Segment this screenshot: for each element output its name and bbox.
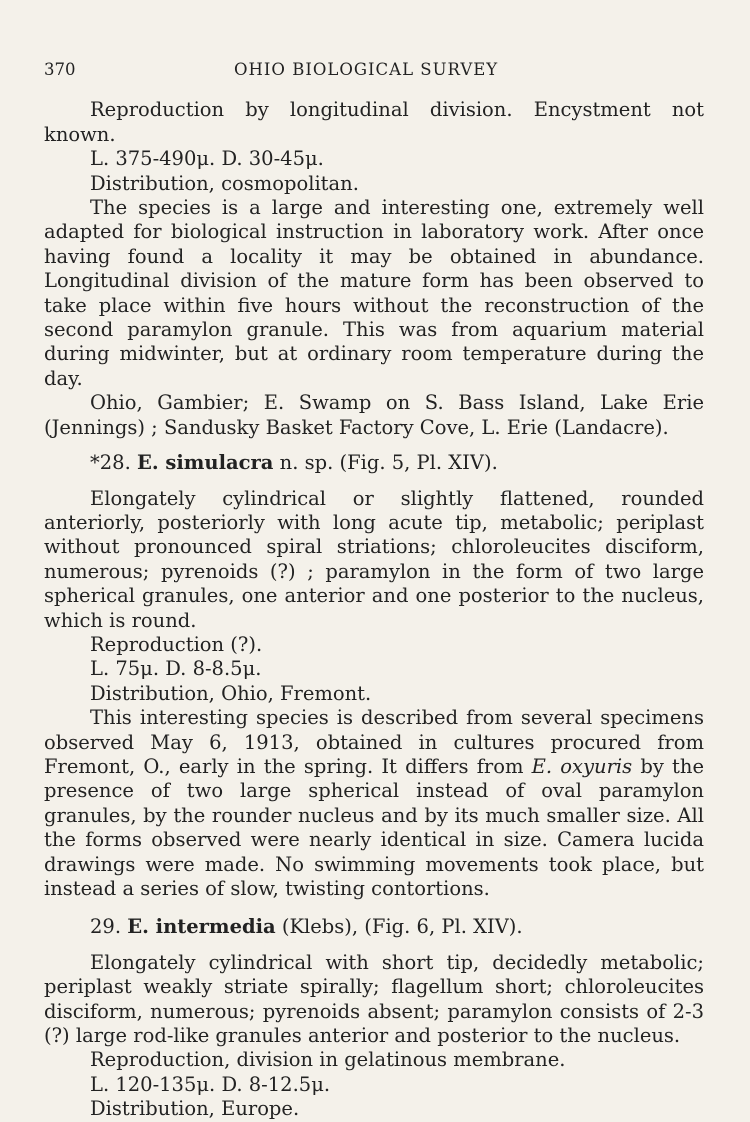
species-reference: E. oxyuris — [531, 754, 633, 778]
observations-text-a: This interesting species is described from several specimens observed May 6, 1913, obtained in cultures procured from Fremont, O., early in the spring. It differs from — [44, 706, 704, 778]
paragraph-observations — [44, 706, 704, 901]
species-heading-rest: n. sp. (Fig. 5, Pl. XIV). — [273, 451, 498, 475]
paragraph-reproduction: Reproduction, division in gelatinous membrane. — [90, 1048, 566, 1072]
species-heading-rest: (Klebs), (Fig. 6, Pl. XIV). — [275, 915, 523, 939]
running-head: OHIO BIOLOGICAL SURVEY — [234, 60, 499, 79]
species-name: E. simulacra — [136, 451, 274, 475]
paragraph-description: The species is a large and interesting one, extremely well adapted for biological instruction in laboratory work. After once having found a locality it may be obtained in abundance. Longitudinal division of the mature form has been observed to take place within five hours without the reconstruction of the second paramylon granule. This was from aquarium material during midwinter, but at ordinary room temperature during the day. — [44, 196, 704, 390]
species-name: E. intermedia — [127, 915, 276, 939]
paragraph-distribution: Distribution, Europe. — [90, 1097, 300, 1121]
paragraph-distribution: Distribution, Ohio, Fremont. — [90, 681, 372, 705]
paragraph-reproduction: Reproduction (?). — [90, 632, 263, 656]
paragraph-measurements: L. 120-135μ. D. 8-12.5μ. — [90, 1072, 331, 1096]
page-number: 370 — [44, 60, 76, 79]
paragraph-localities: Ohio, Gambier; E. Swamp on S. Bass Island, Lake Erie (Jennings) ; Sandusky Basket Factory Cove, L. Erie (Landacre). — [44, 391, 704, 439]
species-number: 29. — [90, 915, 122, 939]
page-header — [44, 58, 704, 82]
species-heading-29 — [44, 915, 704, 939]
species-heading-28 — [44, 451, 704, 475]
paragraph-distribution: Distribution, cosmopolitan. — [90, 171, 359, 195]
paragraph-morphology: Elongately cylindrical with short tip, decidedly metabolic; periplast weakly striate spirally; flagellum short; chloroleucites disciform, numerous; pyrenoids absent; paramylon consists of 2-3 (?) large rod-like granules anterior and posterior to the nucleus. — [44, 950, 704, 1048]
species-number: *28. — [90, 451, 131, 475]
paragraph-measurements: L. 75μ. D. 8-8.5μ. — [90, 657, 262, 681]
document-page — [44, 58, 704, 1122]
paragraph-morphology: Elongately cylindrical or slightly flattened, rounded anteriorly, posteriorly with long acute tip, metabolic; periplast without pronounced spiral striations; chloroleucites disciform, numerous; pyrenoids (?) ; paramylon in the form of two large spherical granules, one anterior and one posterior to the nucleus, which is round. — [44, 486, 704, 632]
observations-text-b: by the presence of two large spherical instead of oval paramylon granules, by the rounder nucleus and by its much smaller size. All the forms observed were nearly identical in size. Camera lucida drawings were made. No swimming movements took place, but instead a series of slow, twisting contortions. — [44, 754, 704, 900]
paragraph-reproduction: Reproduction by longitudinal division. Encystment not known. — [44, 98, 704, 146]
paragraph-measurements: L. 375-490μ. D. 30-45μ. — [90, 147, 324, 171]
